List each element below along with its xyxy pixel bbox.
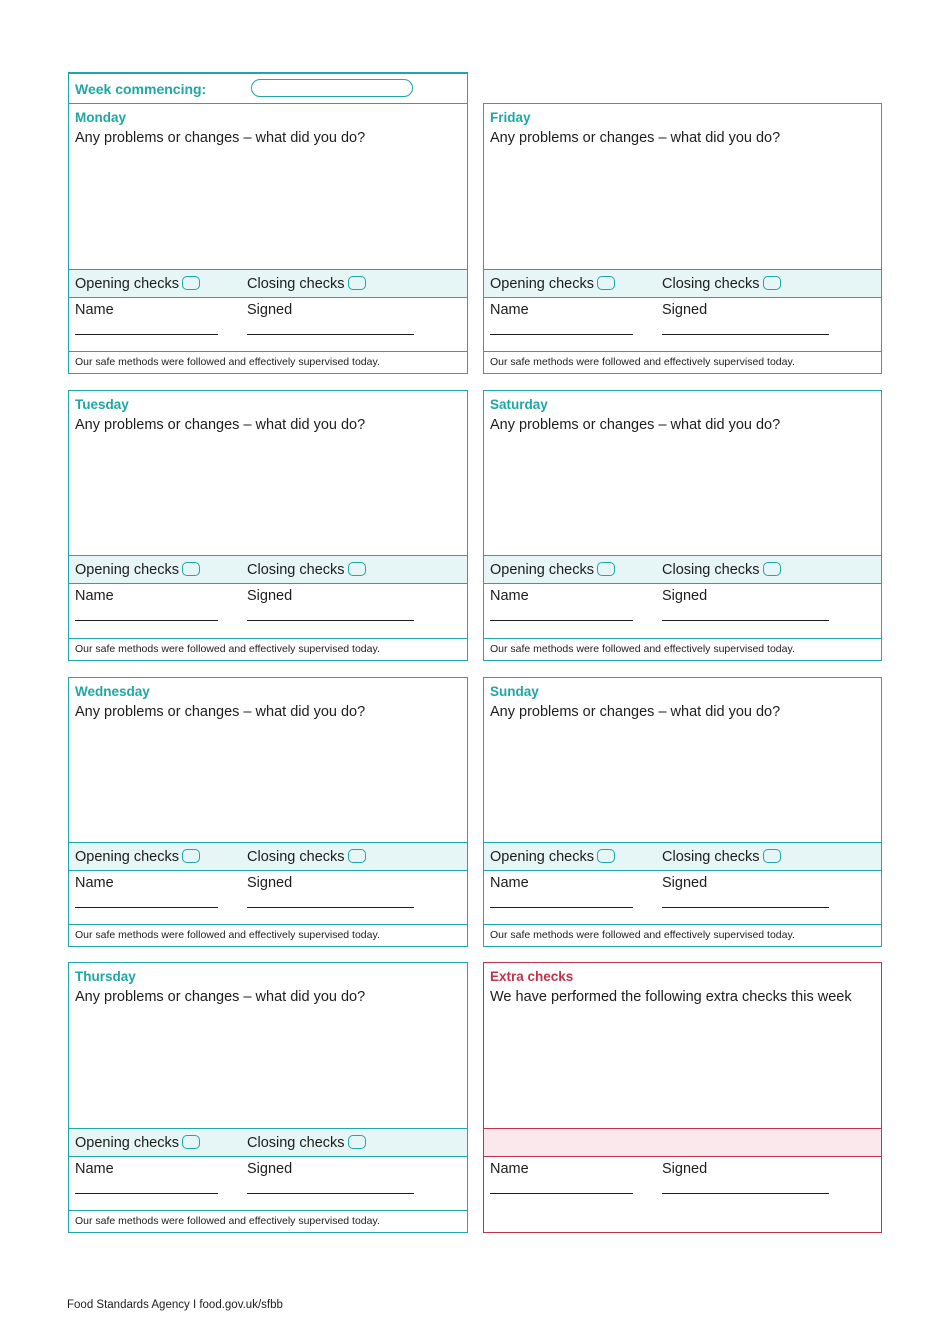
- name-label: Name: [75, 1161, 114, 1177]
- statement-text: Our safe methods were followed and effectively supervised today.: [75, 1215, 380, 1227]
- statement-text: Our safe methods were followed and effectively supervised today.: [75, 929, 380, 941]
- closing-checks: Closing checks: [247, 1135, 366, 1151]
- day-title: Wednesday: [75, 684, 150, 699]
- name-label: Name: [75, 875, 114, 891]
- opening-checkbox[interactable]: [182, 1135, 200, 1149]
- signature-line[interactable]: [247, 620, 414, 621]
- closing-checks: Closing checks: [247, 562, 366, 578]
- statement-text: Our safe methods were followed and effectively supervised today.: [490, 356, 795, 368]
- day-card-saturday: [483, 390, 882, 661]
- day-card-monday: [68, 103, 468, 374]
- day-title: Saturday: [490, 397, 548, 412]
- statement-row: [69, 924, 467, 946]
- problems-question: Any problems or changes – what did you do?: [490, 704, 781, 720]
- name-line[interactable]: [490, 334, 633, 335]
- signed-label: Signed: [662, 1161, 708, 1177]
- statement-row: [484, 351, 881, 373]
- closing-checkbox[interactable]: [763, 276, 781, 290]
- day-title: Thursday: [75, 969, 136, 984]
- checks-row: [69, 1128, 467, 1157]
- signed-label: Signed: [247, 302, 293, 318]
- checks-row: [69, 842, 467, 871]
- statement-text: Our safe methods were followed and effectively supervised today.: [490, 929, 795, 941]
- name-line[interactable]: [75, 907, 218, 908]
- problems-question: Any problems or changes – what did you do?: [75, 417, 366, 433]
- checks-row: [484, 555, 881, 584]
- opening-checkbox[interactable]: [182, 276, 200, 290]
- name-label: Name: [490, 588, 529, 604]
- opening-checkbox[interactable]: [182, 562, 200, 576]
- problems-question: Any problems or changes – what did you do?: [490, 130, 781, 146]
- name-line[interactable]: [490, 907, 633, 908]
- signature-line[interactable]: [247, 907, 414, 908]
- signed-label: Signed: [662, 302, 708, 318]
- name-label: Name: [75, 588, 114, 604]
- closing-checks: Closing checks: [247, 849, 366, 865]
- day-title: Friday: [490, 110, 531, 125]
- statement-row: [69, 351, 467, 373]
- statement-text: Our safe methods were followed and effectively supervised today.: [490, 643, 795, 655]
- name-line[interactable]: [75, 334, 218, 335]
- extra-checks-question: We have performed the following extra checks this week: [490, 989, 852, 1005]
- name-line[interactable]: [75, 1193, 218, 1194]
- signed-label: Signed: [247, 588, 293, 604]
- statement-text: Our safe methods were followed and effectively supervised today.: [75, 356, 380, 368]
- closing-checkbox[interactable]: [348, 562, 366, 576]
- name-line[interactable]: [490, 620, 633, 621]
- signature-line[interactable]: [662, 1193, 829, 1194]
- statement-text: Our safe methods were followed and effectively supervised today.: [75, 643, 380, 655]
- problems-question: Any problems or changes – what did you do?: [490, 417, 781, 433]
- closing-checkbox[interactable]: [348, 1135, 366, 1149]
- closing-checkbox[interactable]: [348, 276, 366, 290]
- signature-line[interactable]: [662, 334, 829, 335]
- signed-label: Signed: [662, 588, 708, 604]
- checks-row: [484, 842, 881, 871]
- signature-line[interactable]: [247, 1193, 414, 1194]
- statement-row: [484, 924, 881, 946]
- problems-question: Any problems or changes – what did you do?: [75, 130, 366, 146]
- name-label: Name: [75, 302, 114, 318]
- day-card-tuesday: [68, 390, 468, 661]
- day-title: Sunday: [490, 684, 539, 699]
- day-card-friday: [483, 103, 882, 374]
- opening-checks: Opening checks: [490, 276, 615, 292]
- checks-row: [69, 269, 467, 298]
- extra-checks-title: Extra checks: [490, 969, 574, 984]
- signed-label: Signed: [662, 875, 708, 891]
- name-label: Name: [490, 1161, 529, 1177]
- name-line[interactable]: [490, 1193, 633, 1194]
- week-commencing-label: Week commencing:: [75, 81, 207, 97]
- checks-row: [484, 269, 881, 298]
- statement-row: [69, 1210, 467, 1232]
- statement-row: [484, 638, 881, 660]
- opening-checkbox[interactable]: [597, 562, 615, 576]
- closing-checkbox[interactable]: [763, 849, 781, 863]
- opening-checks: Opening checks: [75, 849, 200, 865]
- closing-checks: Closing checks: [662, 562, 781, 578]
- closing-checkbox[interactable]: [763, 562, 781, 576]
- closing-checks: Closing checks: [662, 849, 781, 865]
- opening-checkbox[interactable]: [597, 276, 615, 290]
- closing-checkbox[interactable]: [348, 849, 366, 863]
- closing-checks: Closing checks: [247, 276, 366, 292]
- opening-checks: Opening checks: [75, 276, 200, 292]
- opening-checkbox[interactable]: [597, 849, 615, 863]
- problems-question: Any problems or changes – what did you do?: [75, 704, 366, 720]
- signature-line[interactable]: [662, 907, 829, 908]
- day-card-thursday: [68, 962, 468, 1233]
- day-card-wednesday: [68, 677, 468, 947]
- closing-checks: Closing checks: [662, 276, 781, 292]
- page-footer: Food Standards Agency I food.gov.uk/sfbb: [67, 1299, 283, 1311]
- day-title: Monday: [75, 110, 127, 125]
- signature-line[interactable]: [662, 620, 829, 621]
- signed-label: Signed: [247, 875, 293, 891]
- extra-checks-card: [483, 962, 882, 1233]
- extra-checks-band: [484, 1128, 881, 1157]
- checks-row: [69, 555, 467, 584]
- name-label: Name: [490, 875, 529, 891]
- opening-checks: Opening checks: [75, 562, 200, 578]
- day-title: Tuesday: [75, 397, 129, 412]
- name-label: Name: [490, 302, 529, 318]
- day-card-sunday: [483, 677, 882, 947]
- problems-question: Any problems or changes – what did you do?: [75, 989, 366, 1005]
- signed-label: Signed: [247, 1161, 293, 1177]
- week-commencing-field[interactable]: [251, 79, 413, 97]
- opening-checks: Opening checks: [75, 1135, 200, 1151]
- statement-row: [69, 638, 467, 660]
- week-commencing-row: [68, 72, 468, 103]
- opening-checkbox[interactable]: [182, 849, 200, 863]
- signature-line[interactable]: [247, 334, 414, 335]
- opening-checks: Opening checks: [490, 562, 615, 578]
- name-line[interactable]: [75, 620, 218, 621]
- opening-checks: Opening checks: [490, 849, 615, 865]
